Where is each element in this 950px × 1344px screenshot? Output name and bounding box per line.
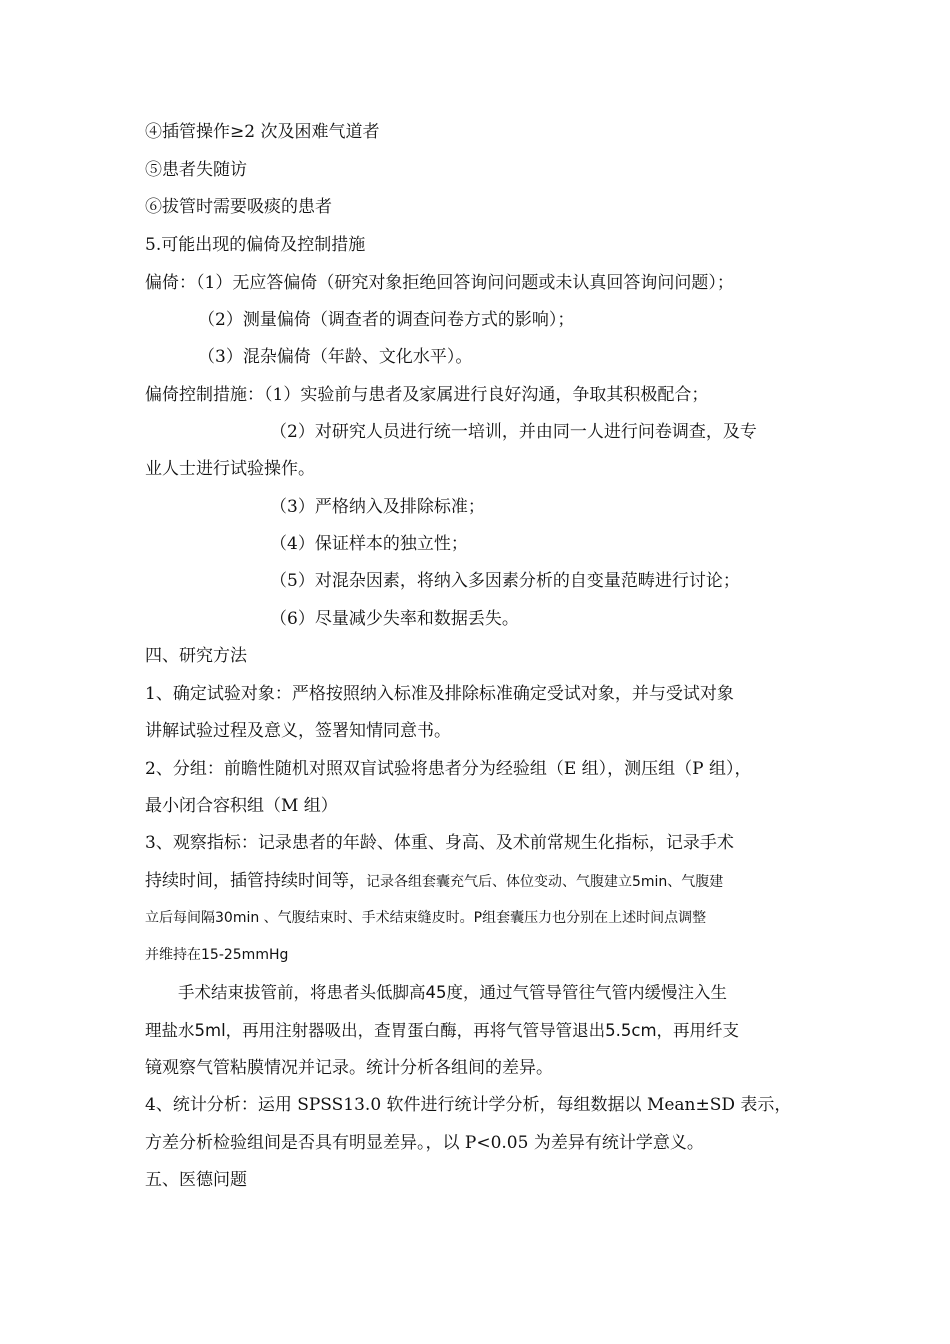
bias-control-item-2: （2）对研究人员进行统一培训，并由同一人进行问卷调查，及专	[270, 422, 757, 442]
method-3-cont-3: 并维持在15-25mmHg	[145, 947, 289, 963]
method-4-cont: 方差分析检验组间是否具有明显差异。，以 P<0.05 为差异有统计学意义。	[145, 1133, 704, 1153]
section-heading-bias: 5.可能出现的偏倚及控制措施	[145, 235, 366, 255]
method-3: 3、观察指标：记录患者的年龄、体重、身高、及术前常规生化指标，记录手术	[145, 833, 734, 853]
section-heading-methods: 四、研究方法	[145, 646, 247, 666]
bias-item-3: （3）混杂偏倚（年龄、文化水平）。	[198, 347, 473, 367]
bias-control-item-1: 偏倚控制措施：（1）实验前与患者及家属进行良好沟通，争取其积极配合；	[145, 385, 709, 405]
exclusion-item-6: ⑥拔管时需要吸痰的患者	[145, 197, 332, 217]
method-2-cont: 最小闭合容积组（M 组）	[145, 796, 338, 816]
method-1-cont: 讲解试验过程及意义，签署知情同意书。	[145, 721, 451, 741]
method-3-cont-2: 立后每间隔30min 、气腹结束时、手术结束缝皮时。P组套囊压力也分别在上述时间点调整	[145, 910, 707, 926]
method-3-cont-1	[145, 870, 723, 893]
section-heading-ethics: 五、医德问题	[145, 1170, 247, 1190]
extubation-para-2: 理盐水5ml，再用注射器吸出，查胃蛋白酶，再将气管导管退出5.5cm，再用纤支	[145, 1021, 740, 1040]
bias-control-item-2-cont: 业人士进行试验操作。	[145, 459, 315, 479]
bias-control-item-4: （4）保证样本的独立性；	[270, 534, 468, 554]
bias-item-2: （2）测量偏倚（调查者的调查问卷方式的影响）；	[198, 310, 575, 330]
method-2: 2、分组：前瞻性随机对照双盲试验将患者分为经验组（E 组），测压组（P 组），	[145, 759, 752, 779]
bias-control-item-3: （3）严格纳入及排除标准；	[270, 497, 485, 517]
extubation-para-1: 手术结束拔管前，将患者头低脚高45度，通过气管导管往气管内缓慢注入生	[178, 983, 727, 1002]
bias-control-item-6: （6）尽量减少失率和数据丢失。	[270, 609, 519, 629]
bias-control-item-5: （5）对混杂因素，将纳入多因素分析的自变量范畴进行讨论；	[270, 571, 740, 591]
exclusion-item-4: ④插管操作≥2 次及困难气道者	[145, 122, 380, 142]
extubation-para-3: 镜观察气管粘膜情况并记录。统计分析各组间的差异。	[145, 1058, 553, 1078]
exclusion-item-5: ⑤患者失随访	[145, 160, 247, 180]
method-3-cont-1b: 记录各组套囊充气后、体位变动、气腹建立5min、气腹建	[366, 874, 724, 890]
method-1: 1、确定试验对象：严格按照纳入标准及排除标准确定受试对象，并与受试对象	[145, 684, 734, 704]
bias-item-1: 偏倚：（1）无应答偏倚（研究对象拒绝回答询问问题或未认真回答询问问题）；	[145, 273, 734, 293]
method-4: 4、统计分析：运用 SPSS13.0 软件进行统计学分析，每组数据以 Mean±SD 表示，	[145, 1095, 792, 1115]
method-3-cont-1a: 持续时间，插管持续时间等，	[145, 871, 366, 891]
